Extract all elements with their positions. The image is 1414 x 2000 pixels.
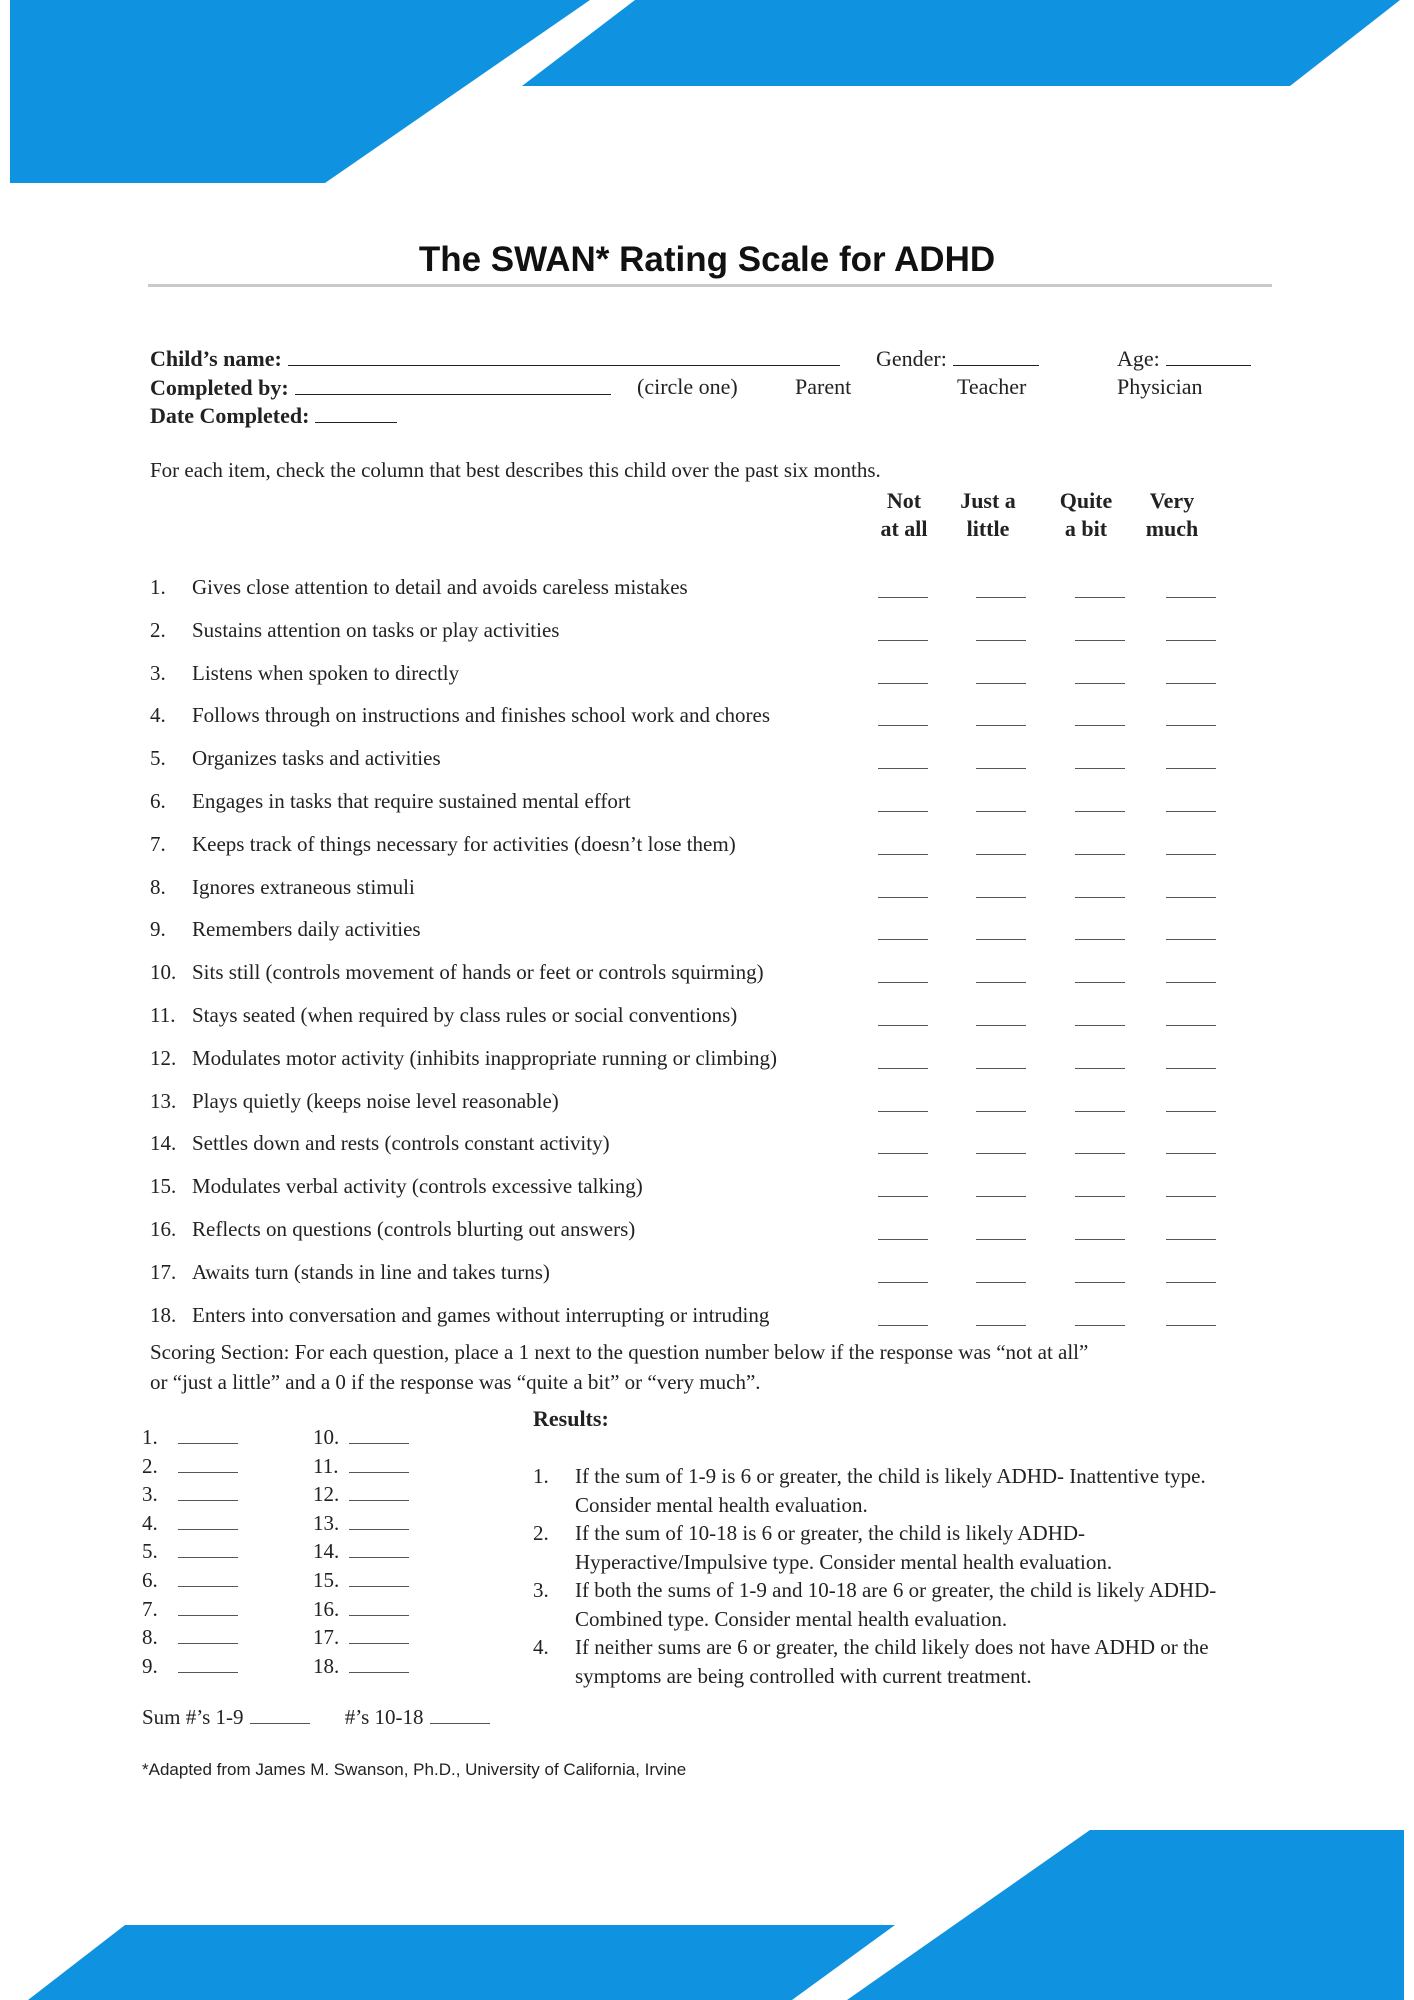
- score-line-18[interactable]: [313, 1654, 409, 1679]
- completed-by-label: Completed by:: [150, 375, 289, 400]
- item-text: Follows through on instructions and finishes school work and chores: [192, 703, 771, 728]
- rating-item-18: [150, 1303, 769, 1328]
- rating-checkbox-line[interactable]: [1075, 1111, 1125, 1112]
- item-text: Gives close attention to detail and avoids careless mistakes: [192, 575, 688, 599]
- score-blank[interactable]: [349, 1625, 409, 1644]
- rating-checkbox-line[interactable]: [878, 1068, 928, 1069]
- item-number: 10.: [150, 960, 177, 985]
- rating-checkbox-line[interactable]: [976, 640, 1026, 641]
- score-line-13[interactable]: [313, 1511, 409, 1536]
- rating-checkbox-line[interactable]: [1166, 1068, 1216, 1069]
- score-blank[interactable]: [178, 1625, 238, 1644]
- rating-item-10: [150, 960, 764, 985]
- item-number: 5.: [150, 746, 166, 771]
- item-text: Ignores extraneous stimuli: [192, 874, 415, 899]
- scoring-instructions: Scoring Section: For each question, place a 1 next to the question number below if the response was “not at all” or “just a little” and a 0 if the response was “quite a bit” or “very much”.: [150, 1340, 1089, 1394]
- instructions: For each item, check the column that best describes this child over the past six months.: [150, 458, 881, 482]
- rating-checkbox-line[interactable]: [878, 982, 928, 983]
- page-title: The SWAN* Rating Scale for ADHD: [418, 240, 996, 279]
- score-number: 1.: [142, 1425, 158, 1449]
- rating-checkbox-line[interactable]: [878, 854, 928, 855]
- score-blank[interactable]: [349, 1482, 409, 1501]
- score-line-14[interactable]: [313, 1539, 409, 1564]
- rating-checkbox-line[interactable]: [878, 725, 928, 726]
- score-blank[interactable]: [178, 1568, 238, 1587]
- item-number: 14.: [150, 1131, 177, 1156]
- completed-by-line[interactable]: [295, 374, 611, 395]
- rating-checkbox-line[interactable]: [1166, 811, 1216, 812]
- age-line[interactable]: [1166, 345, 1251, 366]
- rating-checkbox-line[interactable]: [1166, 1239, 1216, 1240]
- score-number: 5.: [142, 1539, 158, 1564]
- rating-checkbox-line[interactable]: [1075, 854, 1125, 855]
- rating-checkbox-line[interactable]: [976, 1068, 1026, 1069]
- rating-checkbox-line[interactable]: [976, 939, 1026, 940]
- score-blank[interactable]: [349, 1511, 409, 1530]
- rating-checkbox-line[interactable]: [878, 768, 928, 769]
- score-number: 6.: [142, 1568, 158, 1592]
- top-left-blue-shape: [10, 0, 590, 183]
- rating-item-6: [150, 789, 631, 814]
- results-list: [533, 1462, 1273, 1690]
- score-number: 13.: [313, 1510, 340, 1535]
- rating-checkbox-line[interactable]: [976, 597, 1026, 598]
- result-number: 4.: [533, 1635, 549, 1659]
- score-number: 3.: [142, 1482, 158, 1507]
- rating-checkbox-line[interactable]: [976, 811, 1026, 812]
- item-number: 17.: [150, 1259, 177, 1284]
- rating-checkbox-line[interactable]: [878, 683, 928, 684]
- item-text: Sustains attention on tasks or play activities: [192, 617, 560, 642]
- score-blank[interactable]: [349, 1568, 409, 1587]
- score-number: 15.: [313, 1568, 340, 1592]
- sum-1-9-line[interactable]: [250, 1705, 310, 1724]
- rating-item-5: [150, 746, 441, 771]
- option-parent[interactable]: Parent: [795, 374, 852, 399]
- bottom-right-blue-shape: [847, 1830, 1404, 2000]
- item-number: 12.: [150, 1045, 177, 1070]
- score-blank[interactable]: [178, 1425, 238, 1444]
- score-blank[interactable]: [178, 1454, 238, 1473]
- rating-checkbox-line[interactable]: [878, 1239, 928, 1240]
- rating-checkbox-line[interactable]: [1075, 982, 1125, 983]
- sum-10-18-label: #’s 10-18: [344, 1705, 424, 1729]
- gender-line[interactable]: [953, 345, 1039, 366]
- rating-checkbox-line[interactable]: [1166, 1025, 1216, 1026]
- item-text: Enters into conversation and games without interrupting or intruding: [192, 1302, 770, 1327]
- rating-checkbox-line[interactable]: [976, 768, 1026, 769]
- rating-checkbox-line[interactable]: [1075, 811, 1125, 812]
- item-number: 16.: [150, 1217, 177, 1241]
- bottom-left-blue-shape: [28, 1925, 895, 2000]
- rating-item-4: [150, 703, 770, 728]
- item-text: Modulates verbal activity (controls excessive talking): [192, 1174, 643, 1199]
- item-number: 18.: [150, 1302, 177, 1327]
- age-field[interactable]: [1117, 345, 1251, 372]
- score-line-16[interactable]: [313, 1597, 409, 1622]
- rating-checkbox-line[interactable]: [878, 1325, 928, 1326]
- score-line-5[interactable]: [142, 1539, 238, 1564]
- item-number: 7.: [150, 831, 166, 856]
- rating-checkbox-line[interactable]: [878, 597, 928, 598]
- rating-checkbox-line[interactable]: [1075, 1025, 1125, 1026]
- rating-checkbox-line[interactable]: [976, 854, 1026, 855]
- result-number: 1.: [533, 1464, 549, 1488]
- score-line-12[interactable]: [313, 1482, 409, 1507]
- gender-label: Gender:: [876, 346, 947, 371]
- rating-checkbox-line[interactable]: [976, 1111, 1026, 1112]
- score-line-6[interactable]: [142, 1568, 238, 1593]
- rating-checkbox-line[interactable]: [878, 1153, 928, 1154]
- score-number: 16.: [313, 1596, 340, 1621]
- rating-checkbox-line[interactable]: [1075, 683, 1125, 684]
- age-label: Age:: [1117, 346, 1160, 371]
- option-teacher[interactable]: Teacher: [957, 374, 1027, 399]
- completed-by-field[interactable]: [150, 374, 611, 401]
- item-text: Keeps track of things necessary for activities (doesn’t lose them): [192, 831, 736, 856]
- rating-item-13: [150, 1089, 559, 1114]
- rating-item-12: [150, 1046, 777, 1071]
- rating-checkbox-line[interactable]: [878, 897, 928, 898]
- rating-checkbox-line[interactable]: [1075, 1196, 1125, 1197]
- rating-checkbox-line[interactable]: [878, 1196, 928, 1197]
- rating-checkbox-line[interactable]: [976, 1239, 1026, 1240]
- rating-checkbox-line[interactable]: [1166, 982, 1216, 983]
- rating-checkbox-line[interactable]: [1075, 1239, 1125, 1240]
- rating-checkbox-line[interactable]: [1166, 1325, 1216, 1326]
- score-line-11[interactable]: [313, 1454, 409, 1479]
- score-number: 11.: [313, 1453, 339, 1478]
- score-number: 18.: [313, 1653, 340, 1678]
- score-blank[interactable]: [178, 1597, 238, 1616]
- score-line-7[interactable]: [142, 1597, 238, 1622]
- score-blank[interactable]: [178, 1654, 238, 1673]
- rating-item-3: [150, 661, 459, 686]
- item-text: Plays quietly (keeps noise level reasonable): [192, 1088, 559, 1113]
- rating-checkbox-line[interactable]: [1166, 1111, 1216, 1112]
- score-number: 8.: [142, 1625, 158, 1650]
- rating-checkbox-line[interactable]: [1166, 897, 1216, 898]
- score-blank[interactable]: [349, 1597, 409, 1616]
- item-number: 15.: [150, 1174, 177, 1199]
- rating-checkbox-line[interactable]: [1166, 725, 1216, 726]
- child-name-field[interactable]: [150, 345, 840, 372]
- item-text: Awaits turn (stands in line and takes turns): [192, 1259, 550, 1284]
- date-completed-label: Date Completed:: [150, 403, 310, 428]
- item-text: Listens when spoken to directly: [192, 660, 460, 685]
- rating-checkbox-line[interactable]: [1075, 1153, 1125, 1154]
- rating-item-7: [150, 832, 736, 857]
- score-number: 10.: [313, 1425, 340, 1449]
- rating-item-11: [150, 1003, 737, 1028]
- rating-item-15: [150, 1174, 643, 1199]
- score-blank[interactable]: [349, 1454, 409, 1473]
- score-number: 17.: [313, 1625, 340, 1650]
- score-number: 12.: [313, 1482, 340, 1507]
- item-text: Sits still (controls movement of hands or feet or controls squirming): [192, 960, 764, 985]
- rating-checkbox-line[interactable]: [1075, 768, 1125, 769]
- score-number: 9.: [142, 1653, 158, 1678]
- item-number: 1.: [150, 575, 166, 599]
- rating-checkbox-line[interactable]: [1166, 854, 1216, 855]
- rating-checkbox-line[interactable]: [1075, 597, 1125, 598]
- item-text: Engages in tasks that require sustained mental effort: [192, 789, 631, 813]
- item-text: Reflects on questions (controls blurting out answers): [192, 1217, 636, 1241]
- score-line-2[interactable]: [142, 1454, 238, 1479]
- rating-checkbox-line[interactable]: [1166, 683, 1216, 684]
- rating-checkbox-line[interactable]: [878, 640, 928, 641]
- result-number: 2.: [533, 1521, 549, 1545]
- rating-checkbox-line[interactable]: [1166, 768, 1216, 769]
- rating-checkbox-line[interactable]: [878, 811, 928, 812]
- result-text: If neither sums are 6 or greater, the child likely does not have ADHD or the symptoms are being controlled with current treatment.: [575, 1635, 1209, 1688]
- item-number: 8.: [150, 874, 166, 899]
- result-item-2: [533, 1519, 1273, 1576]
- result-number: 3.: [533, 1578, 549, 1602]
- score-line-4[interactable]: [142, 1511, 238, 1536]
- rating-checkbox-line[interactable]: [1075, 897, 1125, 898]
- item-text: Modulates motor activity (inhibits inappropriate running or climbing): [192, 1045, 777, 1070]
- rating-checkbox-line[interactable]: [976, 725, 1026, 726]
- result-text: If the sum of 1-9 is 6 or greater, the child is likely ADHD- Inattentive type. Consider mental health evaluation.: [575, 1464, 1206, 1517]
- score-blank[interactable]: [178, 1539, 238, 1558]
- sum-1-9-label: Sum #’s 1-9: [142, 1705, 244, 1729]
- column-header-quite-a-bit: Quite a bit: [1059, 488, 1113, 541]
- column-header-not-at-all: Not at all: [880, 488, 928, 541]
- rating-checkbox-line[interactable]: [1075, 725, 1125, 726]
- result-item-4: [533, 1633, 1273, 1690]
- top-right-blue-shape: [522, 0, 1400, 86]
- rating-checkbox-line[interactable]: [976, 1282, 1026, 1283]
- date-completed-line[interactable]: [315, 402, 397, 423]
- rating-checkbox-line[interactable]: [1075, 1282, 1125, 1283]
- score-blank[interactable]: [178, 1511, 238, 1530]
- rating-checkbox-line[interactable]: [1166, 597, 1216, 598]
- item-number: 13.: [150, 1088, 177, 1113]
- score-number: 14.: [313, 1539, 340, 1564]
- result-text: If both the sums of 1-9 and 10-18 are 6 or greater, the child is likely ADHD-Combined type. Consider mental health evaluation.: [575, 1578, 1217, 1631]
- rating-item-8: [150, 875, 415, 900]
- date-completed-field[interactable]: [150, 402, 397, 429]
- rating-checkbox-line[interactable]: [1075, 1325, 1125, 1326]
- rating-item-9: [150, 917, 421, 942]
- rating-checkbox-line[interactable]: [1166, 1282, 1216, 1283]
- score-line-3[interactable]: [142, 1482, 238, 1507]
- score-number: 7.: [142, 1596, 158, 1621]
- rating-checkbox-line[interactable]: [1166, 1153, 1216, 1154]
- gender-field[interactable]: [876, 345, 1039, 372]
- score-line-17[interactable]: [313, 1625, 409, 1650]
- item-number: 9.: [150, 917, 166, 942]
- rating-checkbox-line[interactable]: [1075, 1068, 1125, 1069]
- child-name-line[interactable]: [288, 345, 840, 366]
- rating-item-17: [150, 1260, 550, 1285]
- rating-checkbox-line[interactable]: [1075, 640, 1125, 641]
- rating-checkbox-line[interactable]: [1075, 939, 1125, 940]
- rating-item-14: [150, 1131, 610, 1156]
- rating-checkbox-line[interactable]: [976, 897, 1026, 898]
- item-text: Settles down and rests (controls constant activity): [192, 1131, 610, 1156]
- item-text: Remembers daily activities: [192, 917, 421, 942]
- result-text: If the sum of 10-18 is 6 or greater, the child is likely ADHD-Hyperactive/Impulsive type. Consider mental health evaluation.: [575, 1521, 1113, 1574]
- item-text: Stays seated (when required by class rules or social conventions): [192, 1003, 738, 1027]
- score-blank[interactable]: [349, 1654, 409, 1673]
- rating-item-16: [150, 1217, 635, 1242]
- item-number: 3.: [150, 660, 166, 685]
- score-line-1[interactable]: [142, 1425, 238, 1450]
- child-name-label: Child’s name:: [150, 346, 282, 371]
- score-line-10[interactable]: [313, 1425, 409, 1450]
- rating-item-1: [150, 575, 688, 600]
- item-number: 4.: [150, 703, 166, 728]
- score-number: 2.: [142, 1453, 158, 1478]
- score-line-9[interactable]: [142, 1654, 238, 1679]
- rating-checkbox-line[interactable]: [878, 939, 928, 940]
- score-line-8[interactable]: [142, 1625, 238, 1650]
- score-blank[interactable]: [178, 1482, 238, 1501]
- results-heading: Results:: [533, 1406, 609, 1431]
- rating-checkbox-line[interactable]: [976, 1025, 1026, 1026]
- rating-checkbox-line[interactable]: [976, 1196, 1026, 1197]
- sum-fields: [142, 1705, 496, 1730]
- rating-checkbox-line[interactable]: [976, 683, 1026, 684]
- rating-checkbox-line[interactable]: [878, 1025, 928, 1026]
- rating-checkbox-line[interactable]: [878, 1111, 928, 1112]
- rating-checkbox-line[interactable]: [878, 1282, 928, 1283]
- option-physician[interactable]: Physician: [1117, 374, 1203, 399]
- rating-checkbox-line[interactable]: [1166, 939, 1216, 940]
- column-header-just-a-little: Just a little: [960, 488, 1016, 541]
- item-number: 11.: [150, 1003, 176, 1027]
- footnote: *Adapted from James M. Swanson, Ph.D., University of California, Irvine: [142, 1760, 687, 1779]
- rating-checkbox-line[interactable]: [976, 1153, 1026, 1154]
- circle-one-label: (circle one): [637, 374, 738, 399]
- score-number: 4.: [142, 1510, 158, 1535]
- rating-checkbox-line[interactable]: [976, 1325, 1026, 1326]
- column-header-very-much: Very much: [1145, 488, 1199, 541]
- item-number: 2.: [150, 617, 166, 642]
- rating-checkbox-line[interactable]: [1166, 1196, 1216, 1197]
- item-text: Organizes tasks and activities: [192, 746, 441, 771]
- score-line-15[interactable]: [313, 1568, 409, 1593]
- score-blank[interactable]: [349, 1539, 409, 1558]
- rating-item-2: [150, 618, 559, 643]
- item-number: 6.: [150, 789, 166, 813]
- rating-checkbox-line[interactable]: [976, 982, 1026, 983]
- score-blank[interactable]: [349, 1425, 409, 1444]
- rating-checkbox-line[interactable]: [1166, 640, 1216, 641]
- sum-10-18-line[interactable]: [430, 1705, 490, 1724]
- result-item-3: [533, 1576, 1273, 1633]
- title-divider: [148, 284, 1272, 287]
- result-item-1: [533, 1462, 1273, 1519]
